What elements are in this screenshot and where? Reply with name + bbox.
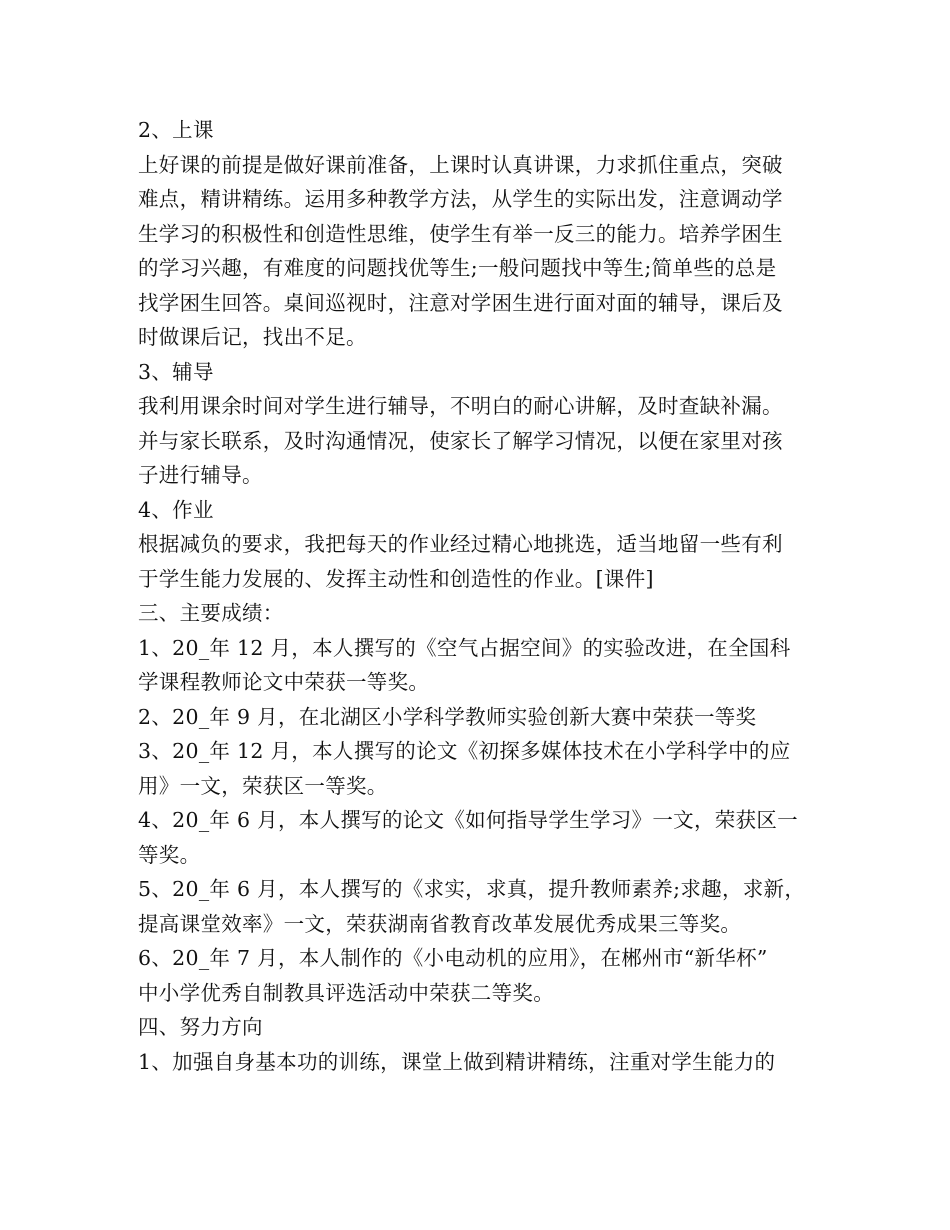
list-item-line: 2、20_年 9 月，在北湖区小学科学教师实验创新大赛中荣获一等奖 (138, 704, 757, 729)
paragraph-line: 难点，精讲精练。运用多种教学方法，从学生的实际出发，注意调动学 (138, 187, 783, 211)
list-item-line: 1、20_年 12 月，本人撰写的《空气占据空间》的实验改进，在全国科 (138, 635, 791, 660)
paragraph-line: 根据减负的要求，我把每天的作业经过精心地挑选，适当地留一些有利 (138, 532, 783, 556)
list-item-line: 学课程教师论文中荣获一等奖。 (138, 670, 430, 694)
paragraph-line: 于学生能力发展的、发挥主动性和创造性的作业。[课件] (138, 566, 654, 591)
paragraph-line: 我利用课余时间对学生进行辅导，不明白的耐心讲解，及时查缺补漏。 (138, 394, 783, 418)
list-item-line: 中小学优秀自制教具评选活动中荣获二等奖。 (138, 980, 554, 1005)
list-item-line: 6、20_年 7 月，本人制作的《小电动机的应用》，在郴州市“新华杯” (138, 946, 768, 970)
document-body (138, 113, 828, 1079)
list-item-line: 等奖。 (138, 842, 201, 867)
paragraph-line: 并与家长联系，及时沟通情况，使家长了解学习情况，以便在家里对孩 (138, 428, 783, 453)
heading-class: 2、上课 (138, 118, 214, 142)
paragraph-line: 找学困生回答。桌间巡视时，注意对学困生进行面对面的辅导，课后及 (138, 290, 783, 315)
list-item-line: 3、20_年 12 月，本人撰写的论文《初探多媒体技术在小学科学中的应 (138, 739, 791, 763)
heading-tutoring: 3、辅导 (138, 359, 214, 384)
heading-homework: 4、作业 (138, 497, 214, 522)
list-item-line: 提高课堂效率》一文，荣获湖南省教育改革发展优秀成果三等奖。 (138, 911, 742, 936)
heading-direction: 四、努力方向 (138, 1015, 263, 1039)
paragraph-line: 上好课的前提是做好课前准备，上课时认真讲课，力求抓住重点，突破 (138, 152, 783, 177)
list-item-line: 用》一文，荣获区一等奖。 (138, 773, 388, 798)
paragraph-line: 子进行辅导。 (138, 463, 263, 487)
heading-achievements: 三、主要成绩： (138, 601, 284, 625)
list-item-line: 1、加强自身基本功的训练，课堂上做到精讲精练，注重对学生能力的 (138, 1049, 776, 1074)
list-item-line: 4、20_年 6 月，本人撰写的论文《如何指导学生学习》一文，荣获区一 (138, 808, 798, 832)
list-item-line: 5、20_年 6 月，本人撰写的《求实，求真，提升教师素养;求趣，求新， (138, 877, 806, 901)
paragraph-line: 时做课后记，找出不足。 (138, 325, 367, 349)
paragraph-line: 生学习的积极性和创造性思维，使学生有举一反三的能力。培养学困生 (138, 221, 783, 246)
paragraph-line: 的学习兴趣，有难度的问题找优等生;一般问题找中等生;简单些的总是 (138, 256, 777, 280)
